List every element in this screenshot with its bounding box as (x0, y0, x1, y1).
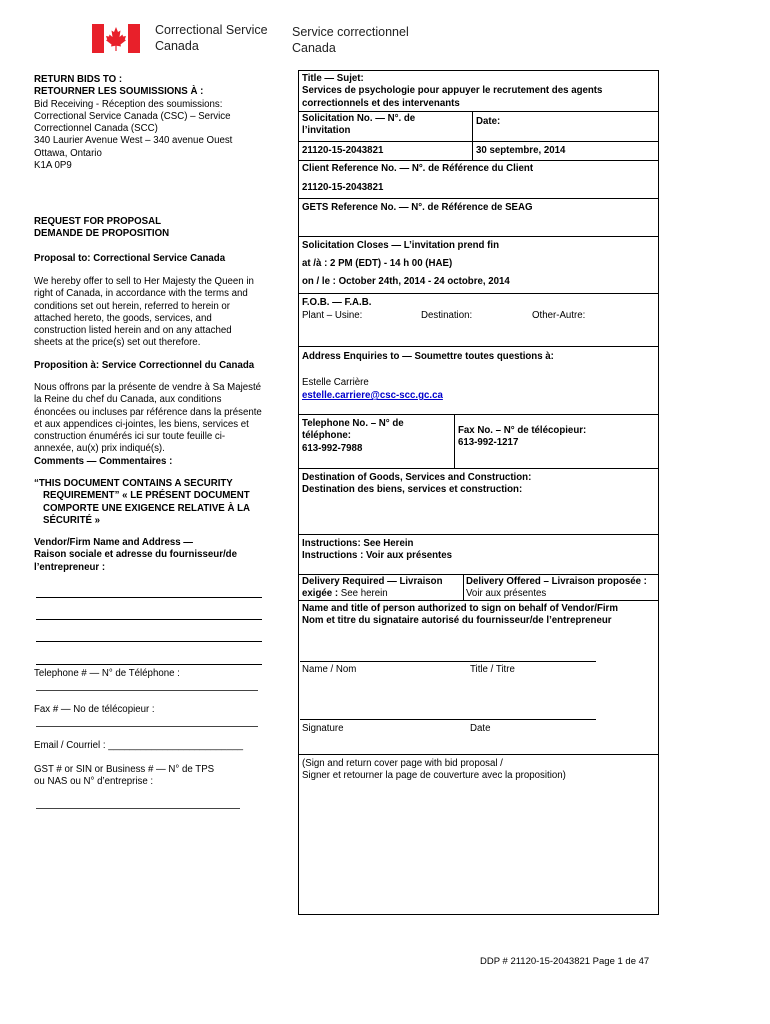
destination-label: Destination of Goods, Services and Construction: Destination des biens, services et construction: (302, 472, 532, 496)
rule (298, 346, 659, 347)
enquiries-label: Address Enquiries to — Soumettre toutes questions à: (302, 351, 554, 362)
signature-date-label: Date (470, 723, 491, 734)
rule (298, 600, 659, 601)
gets-reference-label: GETS Reference No. — N°. de Référence de SEAG (302, 202, 533, 213)
rfp-title: REQUEST FOR PROPOSAL DEMANDE DE PROPOSITION (34, 216, 170, 240)
telephone-label: Telephone # — N° de Téléphone : (34, 668, 180, 679)
rule (298, 754, 659, 755)
fob-destination: Destination: (421, 310, 473, 321)
fob-plant: Plant – Usine: (302, 310, 363, 321)
rule (298, 111, 472, 112)
page-footer: DDP # 21120-15-2043821 Page 1 de 47 (480, 956, 650, 967)
rule (298, 236, 659, 237)
contact-email[interactable]: estelle.carriere@csc-scc.gc.ca (302, 390, 443, 401)
title-field: Title — Sujet: Services de psychologie pour appuyer le recrutement des agents correctionnels et des intervenants (302, 73, 603, 109)
fob-label: F.O.B. — F.A.B. (302, 297, 372, 308)
offer-text-en: We hereby offer to sell to Her Majesty the Queen in right of Canada, in accordance with the terms and conditions set out herein, referred to herein or attached hereto, the goods, services, and construction listed herein and on any attached sheets at the price(s) set out therefore. (34, 276, 254, 349)
signature-label: Signature (302, 723, 344, 734)
delivery-required: Delivery Required — Livraison exigée : See herein (302, 576, 443, 600)
client-reference-number: 21120-15-2043821 (302, 182, 384, 193)
title-label: Title / Titre (470, 664, 515, 675)
proposition-to: Proposition à: Service Correctionnel du Canada (34, 360, 255, 371)
rule (298, 414, 659, 415)
dept-name-en: Correctional Service Canada (155, 23, 268, 53)
closing-time: at /à : 2 PM (EDT) - 14 h 00 (HAE) (302, 258, 453, 269)
name-title-line[interactable] (300, 661, 596, 662)
vendor-label: Vendor/Firm Name and Address — Raison sociale et adresse du fournisseur/de l’entrepreneur : (34, 537, 237, 573)
rule (298, 198, 659, 199)
security-notice: “THIS DOCUMENT CONTAINS A SECURITY REQUIREMENT” « LE PRÉSENT DOCUMENT COMPORTE UNE EXIGENCE RELATIVE À LA SÉCURITÉ » (34, 478, 251, 526)
date-label: Date: (476, 116, 501, 127)
sign-return-note: (Sign and return cover page with bid proposal / Signer et retourner la page de couverture avec la proposition) (302, 758, 566, 782)
rule (454, 414, 455, 468)
rule (298, 534, 659, 535)
comments-label: Comments — Commentaires : (34, 455, 173, 467)
email-label: Email / Courriel : _________________________ (34, 740, 243, 751)
telephone-field-line[interactable] (36, 690, 258, 691)
client-reference-label: Client Reference No. — N°. de Référence du Client (302, 163, 534, 174)
closing-date: on / le : October 24th, 2014 - 24 octobre, 2014 (302, 276, 510, 287)
contact-name: Estelle Carrière (302, 377, 369, 388)
rule (472, 111, 659, 112)
fax-label: Fax # — No de télécopieur : (34, 704, 155, 715)
proposal-to: Proposal to: Correctional Service Canada (34, 253, 226, 264)
solicitation-number: 21120-15-2043821 (302, 145, 384, 156)
name-label: Name / Nom (302, 664, 357, 675)
solicitation-label: Solicitation No. — N°. de l’invitation (302, 113, 416, 137)
rule (298, 468, 659, 469)
fob-other: Other-Autre: (532, 310, 586, 321)
vendor-address-line-2[interactable] (36, 619, 262, 620)
bid-receiving-address: Bid Receiving - Réception des soumissions: Correctional Service Canada (CSC) – Service Correctionnel Canada (SCC) 340 Laurier Avenue West – 340 avenue Ouest Ottawa, Ontario K1A 0P9 (34, 98, 233, 172)
canada-flag-logo (92, 24, 140, 53)
vendor-address-line-3[interactable] (36, 641, 262, 642)
vendor-address-line-4[interactable] (36, 664, 262, 665)
instructions: Instructions: See Herein Instructions : Voir aux présentes (302, 538, 453, 562)
vendor-address-line-1[interactable] (36, 597, 262, 598)
offer-text-fr: Nous offrons par la présente de vendre à Sa Majesté la Reine du chef du Canada, aux conditions énoncées ou incluses par référence dans la présente et aux appendices ci-jointes, les biens, services et construction énumérés ici sur toute feuille ci- annexée, au(x) prix indiqué(s). Comments — Commentaires : (34, 382, 274, 468)
authorized-signatory-label: Name and title of person authorized to sign on behalf of Vendor/Firm Nom et titre du signataire autorisé du fournisseur/de l’entrepreneur (302, 603, 618, 627)
gst-label: GST # or SIN or Business # — N° de TPS ou NAS ou N° d’entreprise : (34, 764, 215, 788)
solicitation-date: 30 septembre, 2014 (476, 145, 566, 156)
gst-field-line[interactable] (36, 808, 240, 809)
delivery-offered: Delivery Offered – Livraison proposée : Voir aux présentes (466, 576, 647, 600)
rule (298, 574, 659, 575)
contact-fax: Fax No. – N° de télécopieur: 613-992-1217 (458, 425, 587, 449)
fax-field-line[interactable] (36, 726, 258, 727)
rule (472, 111, 473, 160)
dept-name-fr: Service correctionnel Canada (292, 25, 409, 55)
rule (463, 574, 464, 600)
rule (298, 293, 659, 294)
contact-telephone: Telephone No. – N° de téléphone: 613-992-7988 (302, 418, 404, 454)
signature-line[interactable] (300, 719, 596, 720)
rule (298, 141, 659, 142)
return-bids-block: RETURN BIDS TO : RETOURNER LES SOUMISSIONS À : Bid Receiving - Réception des soumissions: Correctional Service Canada (CSC) – Service Correctionnel Canada (SCC) 340 Laurier Avenue West – 340 avenue Ouest Ottawa, Ontario K1A 0P9 (34, 74, 274, 172)
rule (298, 160, 659, 161)
solicitation-closes-label: Solicitation Closes — L’invitation prend fin (302, 240, 499, 251)
